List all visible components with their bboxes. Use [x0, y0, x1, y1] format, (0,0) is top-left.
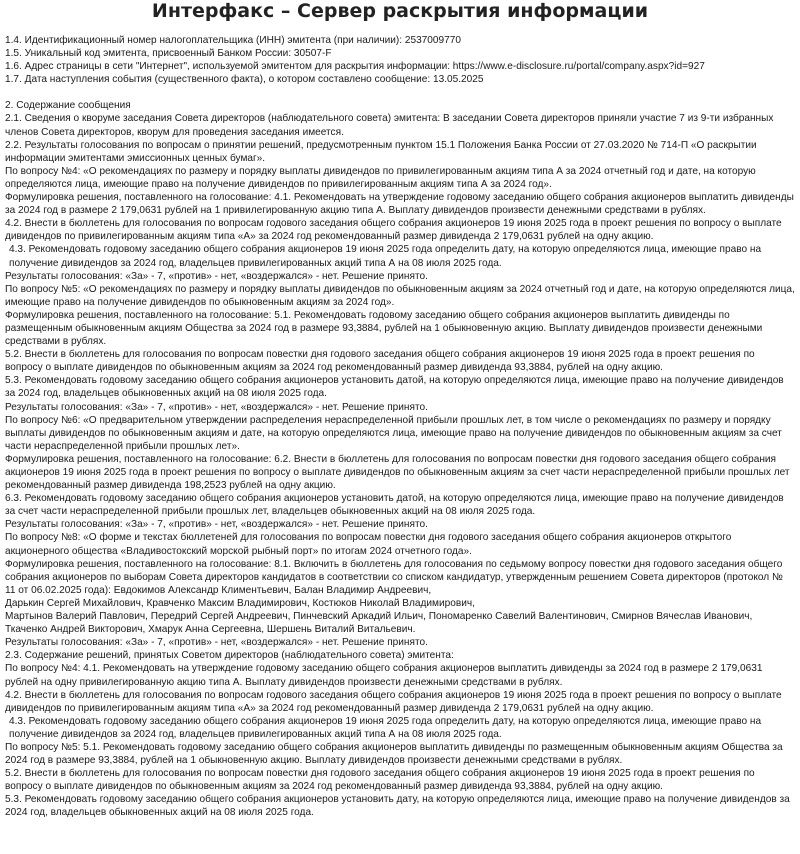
paragraph-decision-q4-4-3: 4.3. Рекомендовать годовому заседанию общего собрания акционеров 19 июня 2025 года определить дату, на которую определяются лица, имеющие право на получение дивидендов за 2024 год, владельцев привилегированных акций типа А на 08 июля 2025 года. — [9, 715, 762, 740]
paragraph-decision-q5-5-3: 5.3. Рекомендовать годовому заседанию общего собрания акционеров установить дату, на которую определяются лица, имеющие право на получение дивидендов за 2024 год, владельцев обыкновенных акций на 08 июля 2025 года. — [5, 794, 790, 819]
paragraph-q8-candidates-2: Мартынов Валерий Павлович, Передрий Сергей Андреевич, Пинчевский Аркадий Ильич, Пономаренко Савелий Валентинович, Смирнов Вячеслав Иванович, Ткаченко Андрей Викторович, Хмарук Анна Сергеевна, Шершень Виталий Витальевич. — [5, 611, 753, 636]
paragraph-q5-vote-result: Результаты голосования: «За» - 7, «против» - нет, «воздержался» - нет. Решение принято. — [5, 401, 428, 413]
paragraph-q5-decision-5-1: Формулировка решения, поставленного на голосование: 5.1. Рекомендовать годовому заседанию общего собрания акционеров выплатить дивиденды по размещенным обыкновенным акциям Общества за 2024 год в размере 93,3884, рублей на 1 обыкновенную акцию. Выплату дивидендов произвести денежными средствами в рублях. — [5, 309, 763, 348]
paragraph-question-4: По вопросу №4: «О рекомендациях по размеру и порядку выплаты дивидендов по привилегированным акциям типа А за 2024 отчетный год и дате, на которую определяются лица, имеющие право на получение дивидендов по привилегированным акциям типа А за 2024 год». — [5, 165, 756, 190]
paragraph-quorum: 2.1. Сведения о кворуме заседания Совета директоров (наблюдательного совета) эмитента: В заседании Совета директоров приняли участие 7 из 9-ти избранных членов Совета директоров, кворум для проведения заседания имеется. — [5, 113, 774, 138]
title-bar — [0, 0, 800, 24]
paragraph-q8-decision-8-1: Формулировка решения, поставленного на голосование: 8.1. Включить в бюллетень для голосования по седьмому вопросу повестки дня годового заседания общего собрания акционеров по выборам Совета директоров кандидатов в соответствии со списком кандидатур, утвержденным решением Совета директоров (протокол № 11 от 06.02.2025 года): Евдокимов Александр Климентьевич, Балан Владимир Андреевич, — [5, 558, 783, 596]
paragraph-q4-decision-4-1: Формулировка решения, поставленного на голосование: 4.1. Рекомендовать на утверждение годовому заседанию общего собрания акционеров выплатить дивиденды за 2024 год в размере 2 179,0631 рублей на 1 привилегированную акцию типа А. Выплату дивидендов произвести денежными средствами в рублях. — [5, 192, 794, 217]
document-body — [5, 34, 795, 820]
paragraph-decision-q4-4-2: 4.2. Внести в бюллетень для голосования по вопросам годового заседания общего собрания акционеров 19 июня 2025 года в проект решения по вопросу о выплате дивидендов по привилегированным акциям типа «А» за 2024 год рекомендованный размер дивиденда 2 179,0631 рублей на одну акцию. — [5, 689, 782, 714]
paragraph-q4-vote-result: Результаты голосования: «За» - 7, «против» - нет, «воздержался» - нет. Решение принято. — [5, 270, 428, 282]
paragraph-disclosure-url: 1.6. Адрес страницы в сети "Интернет", используемой эмитентом для раскрытия информации: https://www.e-disclosure.ru/portal/company.aspx?id=927 — [5, 61, 705, 73]
paragraph-q6-decision-6-2: Формулировка решения, поставленного на голосование: 6.2. Внести в бюллетень для голосования по вопросам повестки дня годового заседания общего собрания акционеров 19 июня 2025 года в проект решения по вопросу о выплате дивидендов по обыкновенным акциям за счет части нераспределенной прибыли прошлых лет рекомендованный размер дивиденда 198,2523 рублей на одну акцию. — [5, 453, 790, 492]
paragraph-decisions-heading: 2.3. Содержание решений, принятых Советом директоров (наблюдательного совета) эмитента: — [5, 650, 454, 662]
section-heading-content: 2. Содержание сообщения — [5, 100, 131, 112]
paragraph-q8-candidates-1: Дарькин Сергей Михайлович, Кравченко Максим Владимирович, Костюков Николай Владимирович, — [5, 597, 475, 609]
paragraph-q4-decision-4-3: 4.3. Рекомендовать годовому заседанию общего собрания акционеров 19 июня 2025 года определить дату, на которую определяются лица, имеющие право на получение дивидендов за 2024 год, владельцев привилегированных акций типа А на 08 июля 2025 года. — [9, 244, 762, 269]
paragraph-decision-q4-4-1: По вопросу №4: 4.1. Рекомендовать на утверждение годовому заседанию общего собрания акционеров выплатить дивиденды за 2024 год в размере 2 179,0631 рублей на одну привилегированную акцию типа А. Выплату дивидендов произвести денежными средствами в рублях. — [5, 663, 763, 688]
paragraph-q5-decision-5-2: 5.2. Внести в бюллетень для голосования по вопросам повестки дня годового заседания общего собрания акционеров 19 июня 2025 года в проект решения по вопросу о выплате дивидендов по обыкновенным акциям за 2024 год рекомендованный размер дивиденда 93,3884, рублей на одну акцию. — [5, 349, 755, 374]
paragraph-inn: 1.4. Идентификационный номер налогоплательщика (ИНН) эмитента (при наличии): 2537009770 — [5, 35, 461, 46]
paragraph-decision-q5-5-1: По вопросу №5: 5.1. Рекомендовать годовому заседанию общего собрания акционеров выплатить дивиденды по размещенным обыкновенным акциям Общества за 2024 год в размере 93,3884, рублей на 1 обыкновенную акцию. Выплату дивидендов произвести денежными средствами в рублях. — [5, 741, 783, 767]
paragraph-question-6: По вопросу №6: «О предварительном утверждении распределения нераспределенной прибыли прошлых лет, в том числе о рекомендациях по размеру и порядку выплаты дивидендов по обыкновенным акциям и дате, на которую определяются лица, имеющие право на получение дивидендов по обыкновенным акциям за счет части нераспределенной прибыли прошлых лет». — [5, 414, 782, 452]
paragraph-q6-decision-6-3: 6.3. Рекомендовать годовому заседанию общего собрания акционеров установить датой, на которую определяются лица, имеющие право на получение дивидендов за счет части нераспределенной прибыли прошлых лет, владельцев обыкновенных акций на 08 июля 2025 года. — [5, 493, 784, 518]
paragraph-q5-decision-5-3: 5.3. Рекомендовать годовому заседанию общего собрания акционеров установить датой, на которую определяются лица, имеющие право на получение дивидендов за 2024 год, владельцев обыкновенных акций на 08 июля 2025 года. — [5, 375, 784, 400]
paragraph-q6-vote-result: Результаты голосования: «За» - 7, «против» - нет, «воздержался» - нет. Решение принято. — [5, 519, 428, 531]
paragraph-question-5: По вопросу №5: «О рекомендациях по размеру и порядку выплаты дивидендов по обыкновенным акциям за 2024 отчетный год и дате, на которую определяются лица, имеющие право на получение дивидендов по обыкновенным акциям за 2024 год». — [5, 283, 795, 308]
paragraph-q4-decision-4-2: 4.2. Внести в бюллетень для голосования по вопросам годового заседания общего собрания акционеров 19 июня 2025 года в проект решения по вопросу о выплате дивидендов по привилегированным акциям типа «А» за 2024 год рекомендованный размер дивиденда 2 179,0631 рублей на одну акцию. — [5, 218, 782, 243]
paragraph-event-date: 1.7. Дата наступления события (существенного факта), о котором составлено сообщение: 13.05.2025 — [5, 74, 484, 86]
paragraph-q8-vote-result: Результаты голосования: «За» - 7, «против» - нет, «воздержался» - нет. Решение принято. — [5, 637, 428, 649]
paragraph-question-8: По вопросу №8: «О форме и текстах бюллетеней для голосования по вопросам повестки дня годового заседания общего собрания акционеров открытого акционерного общества «Владивостокский морской рыбный порт» по итогам 2024 отчетного года». — [5, 532, 732, 557]
paragraph-issuer-code: 1.5. Уникальный код эмитента, присвоенный Банком России: 30507-F — [5, 48, 332, 60]
paragraph-decision-q5-5-2: 5.2. Внести в бюллетень для голосования по вопросам повестки дня годового заседания общего собрания акционеров 19 июня 2025 года в проект решения по вопросу о выплате дивидендов по обыкновенным акциям за 2024 год рекомендованный размер дивиденда 93,3884, рублей на одну акцию. — [5, 768, 755, 793]
paragraph-voting-results-intro: 2.2. Результаты голосования по вопросам о принятии решений, предусмотренным пунктом 15.1 Положения Банка России от 27.03.2020 № 714-П «О раскрытии информации эмитентами эмиссионных ценных бумаг». — [5, 139, 757, 164]
page-title: Интерфакс – Сервер раскрытия информации — [151, 0, 649, 22]
